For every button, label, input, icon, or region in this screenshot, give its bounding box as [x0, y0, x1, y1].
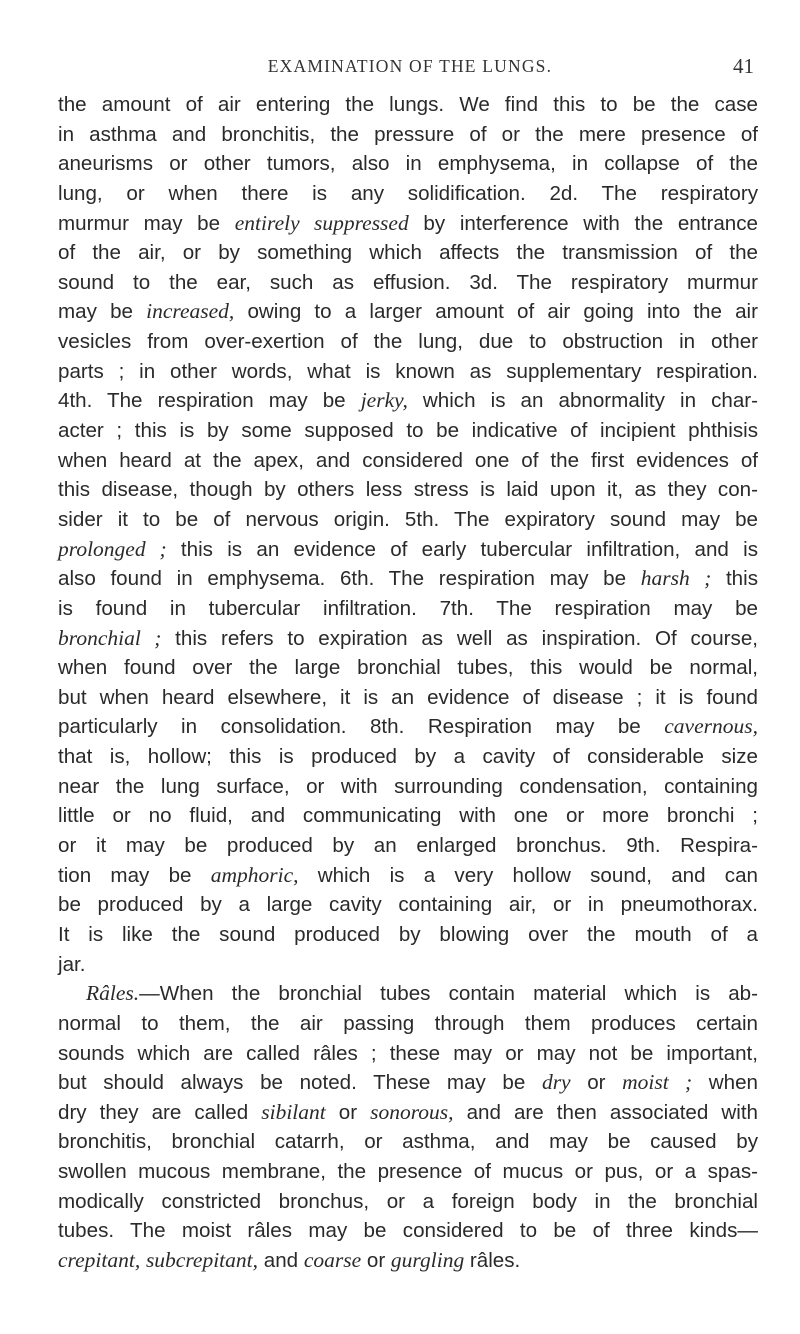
- text-line: [58, 1216, 758, 1246]
- text-run: sounds which are called râles ; these may or may not be important,: [58, 1041, 758, 1065]
- text-line: [58, 801, 758, 831]
- text-run: dry they are called: [58, 1100, 262, 1124]
- italic-term: moist ;: [622, 1070, 693, 1095]
- text-run: swollen mucous membrane, the presence of mucus or pus, or a spas-: [58, 1160, 758, 1184]
- text-run: but when heard elsewhere, it is an evidence of disease ; it is found: [58, 685, 758, 709]
- text-line: [58, 297, 758, 327]
- text-line: [58, 535, 758, 565]
- text-run: or: [361, 1248, 391, 1272]
- text-line: [58, 1068, 758, 1098]
- italic-term: amphoric,: [210, 862, 299, 887]
- text-line: [58, 564, 758, 594]
- text-line: [58, 179, 758, 209]
- text-line: [58, 772, 758, 802]
- text-line: [58, 357, 758, 387]
- text-run: jar.: [58, 952, 86, 976]
- text-run: but should always be noted. These may be: [58, 1071, 542, 1095]
- italic-term: sonorous,: [370, 1099, 454, 1124]
- text-line: [58, 742, 758, 772]
- text-line: [58, 1009, 758, 1039]
- text-line: [58, 505, 758, 535]
- text-line: [58, 920, 758, 950]
- text-line: [58, 1157, 758, 1187]
- text-line: [58, 327, 758, 357]
- text-run: near the lung surface, or with surrounding condensation, containing: [58, 774, 758, 798]
- italic-term: bronchial ;: [58, 625, 162, 650]
- body-text: [58, 90, 758, 1276]
- text-run: little or no fluid, and communicating with one or more bronchi ;: [58, 804, 758, 828]
- text-run: aneurisms or other tumors, also in emphysema, in collapse of the: [58, 152, 758, 176]
- text-run: the amount of air entering the lungs. We find this to be the case: [58, 93, 758, 116]
- text-run: acter ; this is by some supposed to be indicative of incipient phthisis: [58, 419, 758, 443]
- text-run: this refers to expiration as well as inspiration. Of course,: [161, 626, 758, 650]
- text-line: [58, 653, 758, 683]
- text-run: 4th. The respiration may be: [58, 389, 361, 413]
- italic-term: prolonged ;: [58, 536, 167, 561]
- text-run: or: [325, 1100, 371, 1124]
- text-run: that is, hollow; this is produced by a cavity of considerable size: [58, 745, 758, 769]
- text-run: by interference with the entrance: [408, 211, 758, 235]
- text-line: [58, 90, 758, 120]
- text-run: or: [570, 1071, 623, 1095]
- text-run: —When the bronchial tubes contain material which is ab-: [139, 982, 758, 1006]
- italic-term: gurgling: [390, 1247, 465, 1272]
- text-run: in asthma and bronchitis, the pressure of or the mere presence of: [58, 122, 758, 146]
- text-run: owing to a larger amount of air going into the air: [234, 300, 758, 324]
- italic-term: jerky,: [360, 388, 408, 413]
- italic-term: sibilant: [261, 1099, 326, 1124]
- text-run: or it may be produced by an enlarged bronchus. 9th. Respira-: [58, 834, 758, 858]
- text-run: tion may be: [58, 863, 211, 887]
- text-run: lung, or when there is any solidification. 2d. The respiratory: [58, 181, 758, 205]
- text-run: which is an abnormality in char-: [407, 389, 758, 413]
- text-line: [58, 238, 758, 268]
- text-line: [58, 712, 758, 742]
- text-line: [58, 594, 758, 624]
- text-line: [58, 416, 758, 446]
- italic-term: Râles.: [86, 981, 140, 1006]
- text-run: and: [258, 1248, 304, 1272]
- text-run: tubes. The moist râles may be considered to be of three kinds—: [58, 1219, 758, 1243]
- italic-term: entirely suppressed: [234, 210, 409, 235]
- italic-term: increased,: [146, 299, 235, 324]
- text-line: [58, 979, 758, 1009]
- running-head: EXAMINATION OF THE LUNGS.: [267, 56, 553, 76]
- text-run: this: [711, 567, 758, 591]
- text-line: [58, 1039, 758, 1069]
- italic-term: subcrepitant,: [145, 1247, 259, 1272]
- text-run: when found over the large bronchial tubes, this would be normal,: [58, 656, 758, 680]
- text-line: [58, 861, 758, 891]
- text-line: [58, 890, 758, 920]
- text-run: sider it to be of nervous origin. 5th. The expiratory sound may be: [58, 507, 758, 531]
- text-run: is found in tubercular infiltration. 7th. The respiration may be: [58, 596, 758, 620]
- text-run: sound to the ear, such as effusion. 3d. The respiratory murmur: [58, 270, 758, 294]
- text-run: also found in emphysema. 6th. The respiration may be: [58, 567, 641, 591]
- text-line: [58, 683, 758, 713]
- page-number: 41: [733, 54, 754, 78]
- text-run: this is an evidence of early tubercular infiltration, and is: [166, 537, 758, 561]
- text-line: [58, 149, 758, 179]
- page-header: [60, 56, 760, 82]
- italic-term: dry: [541, 1070, 571, 1095]
- text-run: when: [692, 1071, 758, 1095]
- text-line: [58, 1127, 758, 1157]
- text-run: normal to them, the air passing through them produces certain: [58, 1011, 758, 1035]
- text-line: [58, 624, 758, 654]
- text-run: be produced by a large cavity containing air, or in pneumothorax.: [58, 893, 758, 917]
- text-run: modically constricted bronchus, or a foreign body in the bronchial: [58, 1189, 758, 1213]
- text-line: [58, 446, 758, 476]
- text-run: this disease, though by others less stress is laid upon it, as they con-: [58, 478, 758, 502]
- italic-term: coarse: [303, 1247, 362, 1272]
- text-run: parts ; in other words, what is known as supplementary respiration.: [58, 359, 758, 383]
- text-line: [58, 120, 758, 150]
- text-run: vesicles from over-exertion of the lung, due to obstruction in other: [58, 330, 758, 354]
- text-run: of the air, or by something which affects the transmission of the: [58, 241, 758, 265]
- text-line: [58, 1098, 758, 1128]
- italic-term: cavernous,: [664, 714, 758, 739]
- text-run: particularly in consolidation. 8th. Respiration may be: [58, 715, 665, 739]
- text-run: bronchitis, bronchial catarrh, or asthma, and may be caused by: [58, 1130, 758, 1154]
- text-run: râles.: [464, 1248, 521, 1272]
- text-run: and are then associated with: [453, 1100, 758, 1124]
- text-line: [58, 475, 758, 505]
- text-run: It is like the sound produced by blowing over the mouth of a: [58, 922, 758, 946]
- italic-term: harsh ;: [640, 566, 712, 591]
- italic-term: crepitant,: [58, 1247, 141, 1272]
- text-line: [58, 268, 758, 298]
- text-line: [58, 386, 758, 416]
- text-line: [58, 1246, 758, 1276]
- text-run: when heard at the apex, and considered one of the first evidences of: [58, 448, 758, 472]
- text-run: which is a very hollow sound, and can: [298, 863, 758, 887]
- text-line: [58, 1187, 758, 1217]
- text-line: [58, 950, 758, 980]
- text-line: [58, 831, 758, 861]
- text-run: may be: [58, 300, 147, 324]
- text-run: murmur may be: [58, 211, 235, 235]
- text-line: [58, 209, 758, 239]
